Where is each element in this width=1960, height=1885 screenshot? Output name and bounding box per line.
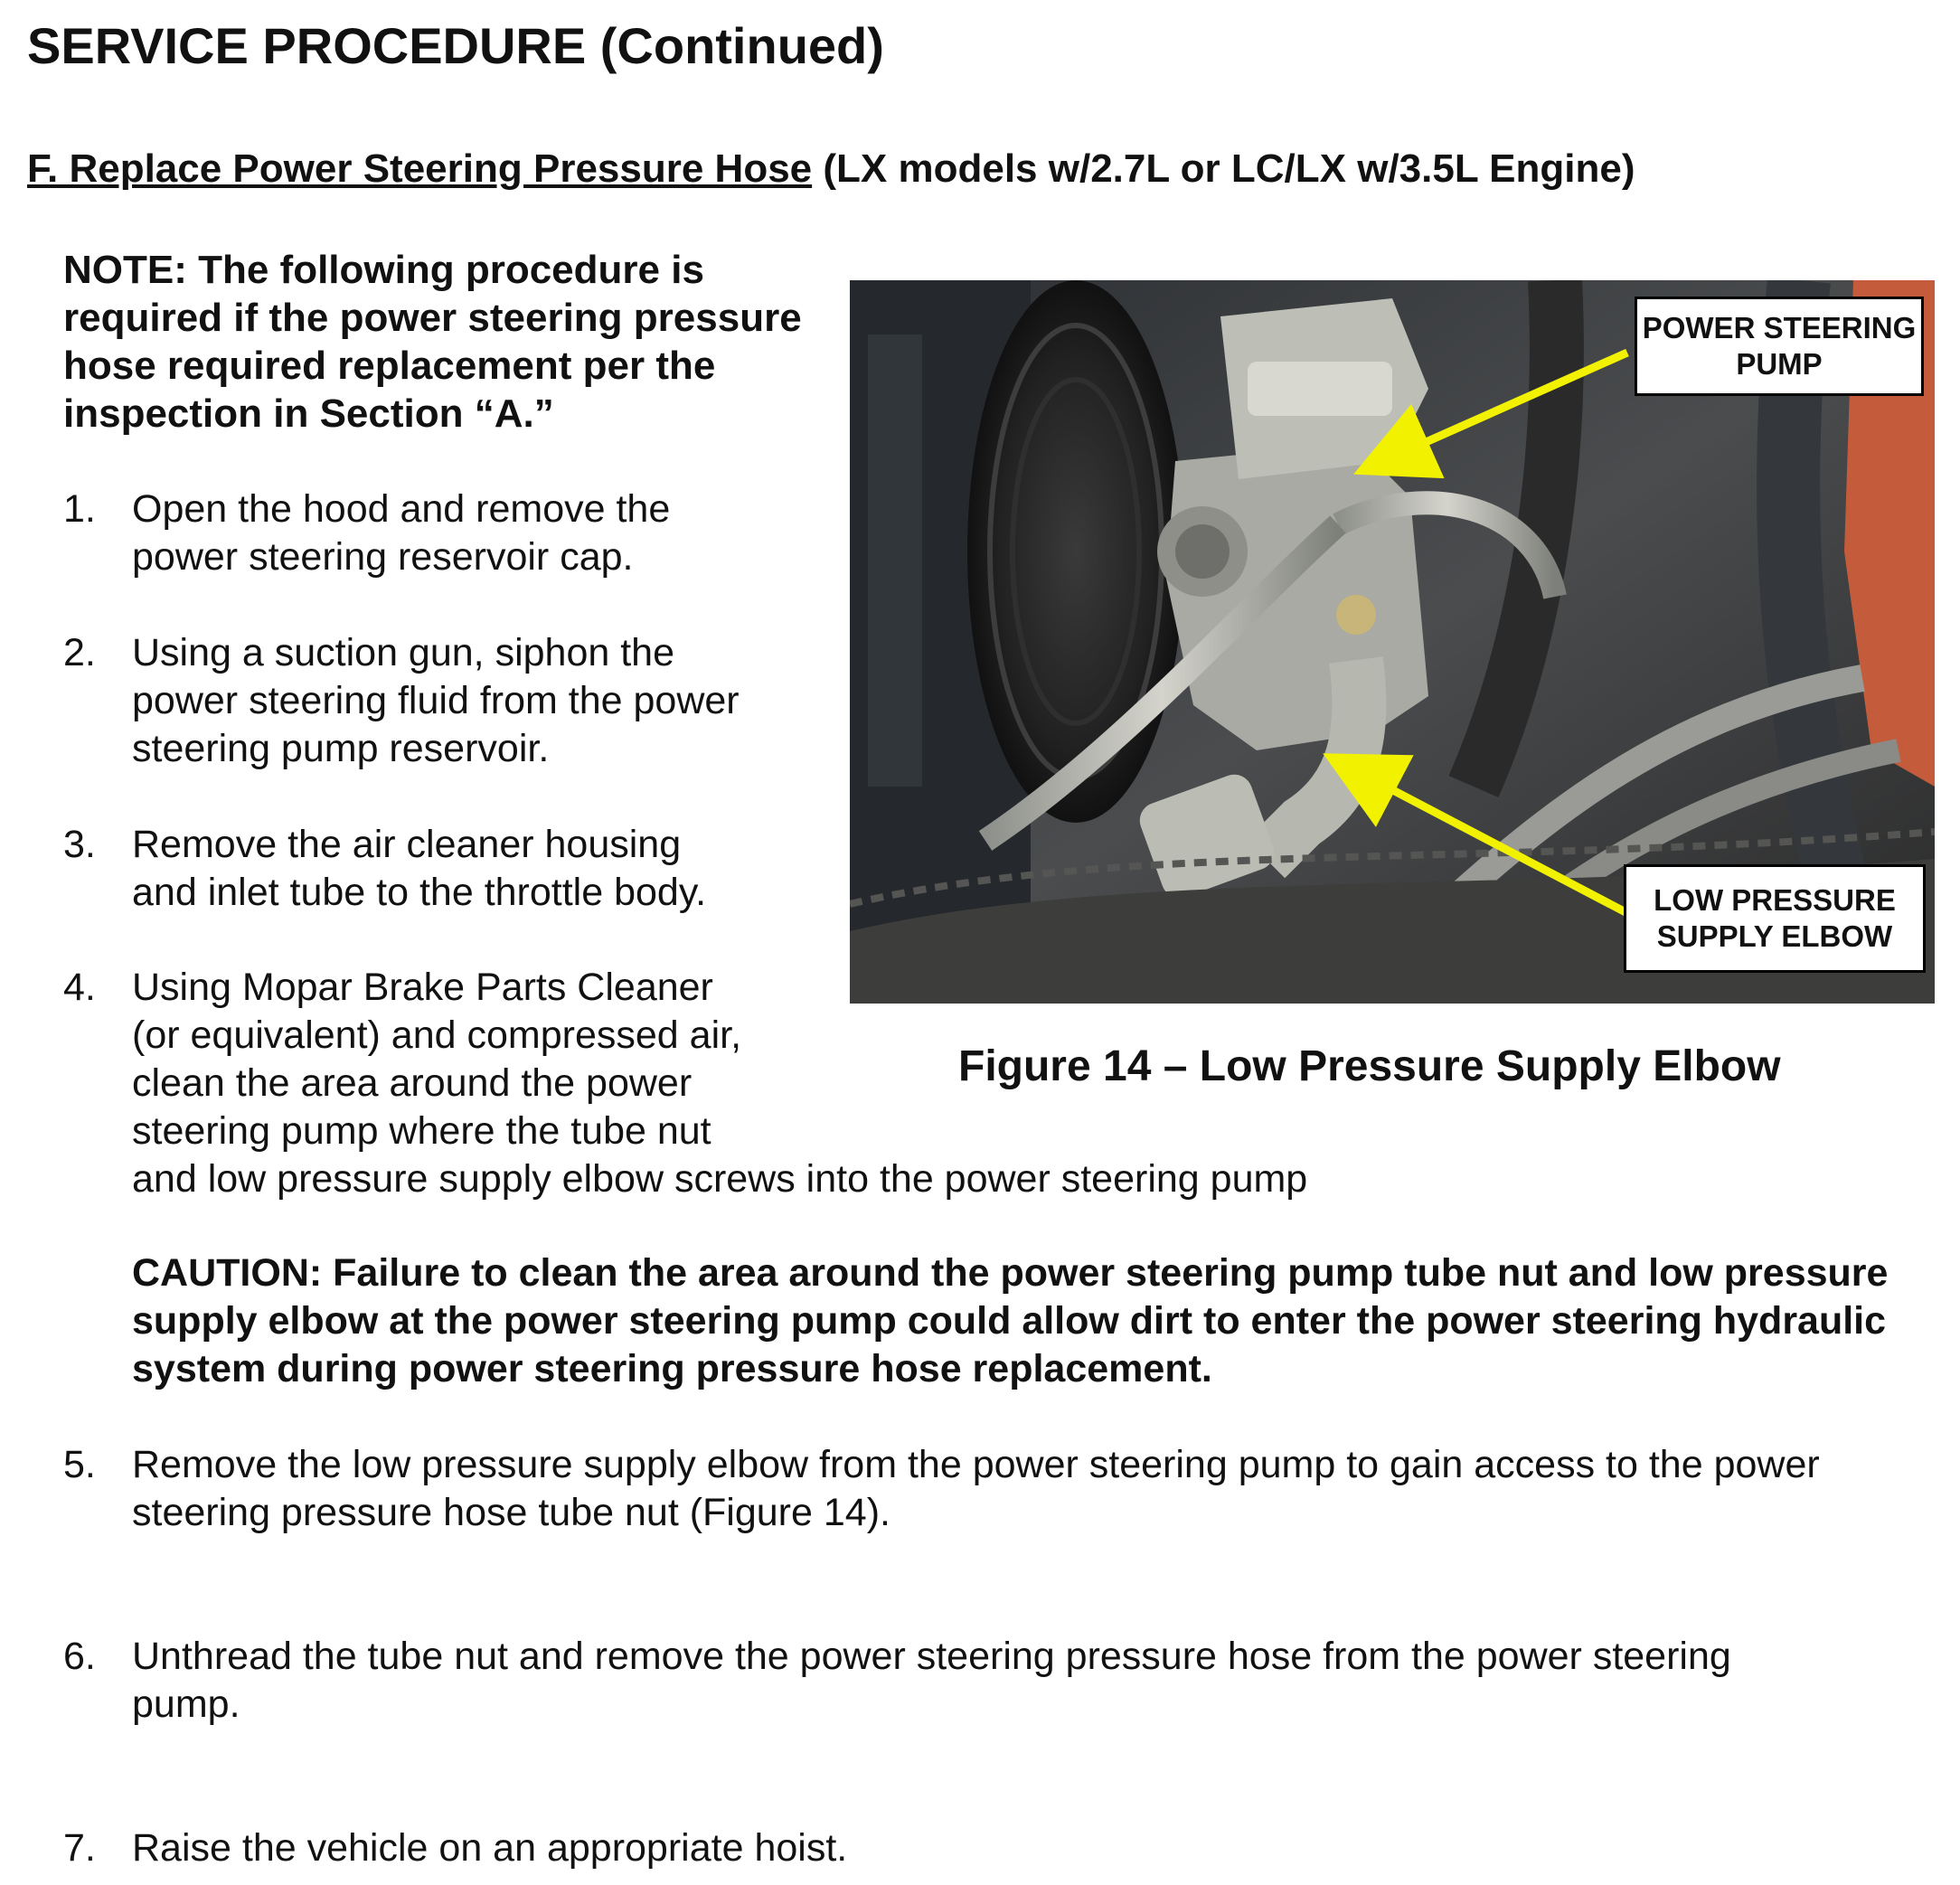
step-line: Open the hood and remove the [132, 487, 671, 531]
note-paragraph: NOTE: The following procedure is required if the power steering pressure hose required replacement per the inspection in Section “A.” [63, 248, 802, 436]
callout-line: LOW PRESSURE [1654, 883, 1896, 917]
step-line: Remove the air cleaner housing [132, 823, 682, 866]
step-line: and inlet tube to the throttle body. [132, 871, 707, 914]
figure-14-photo [850, 280, 1935, 1004]
callout-low-pressure-supply-elbow [1624, 864, 1926, 973]
callout-power-steering-pump [1635, 297, 1924, 396]
section-heading [27, 146, 1635, 192]
step-line: (or equivalent) and compressed air, [132, 1013, 742, 1057]
step-number: 3. [63, 823, 96, 866]
figure-caption: Figure 14 – Low Pressure Supply Elbow [958, 1042, 1781, 1090]
caution-paragraph: CAUTION: Failure to clean the area around the power steering pump tube nut and low pressure supply elbow at the power steering pump could allow dirt to enter the power steering hydraulic system during power steering pressure hose replacement. [132, 1251, 1889, 1390]
step-number: 2. [63, 631, 96, 674]
step-line: steering pressure hose tube nut (Figure 14). [132, 1491, 890, 1534]
step-number: 1. [63, 487, 96, 531]
callout-line: POWER STEERING [1642, 311, 1917, 344]
step-line: Raise the vehicle on an appropriate hoist. [132, 1826, 848, 1870]
step-number: 5. [63, 1443, 96, 1486]
step-number: 7. [63, 1826, 96, 1870]
step-line: steering pump reservoir. [132, 727, 550, 770]
step-number: 6. [63, 1635, 96, 1678]
step-line: Using Mopar Brake Parts Cleaner [132, 966, 713, 1009]
step-line: Using a suction gun, siphon the [132, 631, 675, 674]
step-line: and low pressure supply elbow screws into the power steering pump [132, 1157, 1308, 1201]
section-heading-title: F. Replace Power Steering Pressure Hose [27, 146, 813, 191]
page-title: SERVICE PROCEDURE (Continued) [27, 17, 884, 74]
step-line: power steering reservoir cap. [132, 535, 634, 579]
step-line: clean the area around the power [132, 1061, 693, 1105]
callout-line: SUPPLY ELBOW [1656, 919, 1893, 953]
step-line: power steering fluid from the power [132, 679, 740, 722]
step-line: steering pump where the tube nut [132, 1109, 711, 1153]
step-number: 4. [63, 966, 96, 1009]
step-line: Remove the low pressure supply elbow from the power steering pump to gain access to the power [132, 1443, 1820, 1486]
section-heading-applicability: (LX models w/2.7L or LC/LX w/3.5L Engine) [823, 146, 1635, 191]
callout-line: PUMP [1736, 347, 1823, 381]
step-line: Unthread the tube nut and remove the power steering pressure hose from the power steering [132, 1635, 1731, 1678]
step-line: pump. [132, 1682, 240, 1726]
